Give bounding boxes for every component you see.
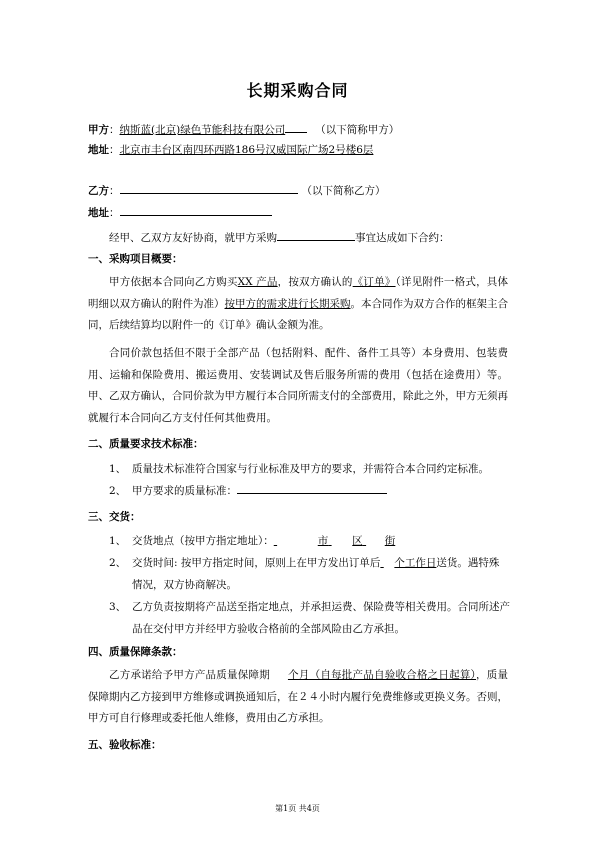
party-a-suffix: （以下简称甲方）: [315, 124, 400, 136]
section-3-item-1: 1、 交货地点（按甲方指定地址）： 市 区 街: [109, 535, 396, 547]
section-3-item-3: 3、 乙方负责按期将产品送至指定地点，并承担运费、保险费等相关费用。合同所述产: [109, 601, 510, 613]
section-1-heading: 一、采购项目概要：: [88, 253, 183, 265]
document-title: 长期采购合同: [246, 81, 349, 100]
party-a-address-label: 地址: [88, 144, 109, 156]
section-3-item-2-cont: 情况，双方协商解决。: [132, 579, 237, 591]
party-b-suffix: （以下简称乙方）: [301, 185, 386, 197]
intro-line: 经甲、乙双方友好协商，就甲方采购 事宜达成如下合约：: [109, 229, 450, 245]
party-a-name-blank: [285, 121, 307, 133]
party-b-address-line: 地址：: [88, 204, 272, 220]
intro-blank: [277, 229, 355, 241]
party-a-line: 甲方：纳斯蓝(北京)绿色节能科技有限公司 （以下简称甲方）: [88, 121, 399, 137]
party-a-name: 纳斯蓝(北京)绿色节能科技有限公司: [119, 124, 286, 136]
party-b-label: 乙方: [88, 185, 109, 197]
party-a-address: 北京市丰台区南四环西路186号汉威国际广场2号楼6层: [119, 144, 374, 156]
section-1-paragraph-1: 甲方依据本合同向乙方购买XX 产品，按双方确认的《订单》（详见附件一格式，具体明细以双方确认的附件为准）按甲方的需求进行长期采购。本合同作为双方合作的框架主合同，后续结算均以附件一的《订单》确认金额为准。: [88, 276, 509, 331]
section-5-heading: 五、验收标准：: [88, 739, 162, 751]
party-a-label: 甲方: [88, 124, 109, 136]
party-a-address-line: 地址：北京市丰台区南四环西路186号汉威国际广场2号楼6层: [88, 144, 374, 156]
section-3-item-2: 2、 交货时间: 按甲方指定时间，原则上在甲方发出订单后 个工作日送货。遇特殊: [109, 557, 500, 569]
section-3-item-3-cont: 品在交付甲方并经甲方验收合格前的全部风险由乙方承担。: [132, 623, 405, 635]
section-4-heading: 四、质量保障条款：: [88, 646, 183, 658]
section-3-heading: 三、交货：: [88, 511, 141, 523]
section-1-paragraph-2: 合同价款包括但不限于全部产品（包括附料、配件、备件工具等）本身费用、包装费用、运输和保险费用、搬运费用、安装调试及售后服务所需的费用（包括在途费用）等。甲、乙双方确认，合同价款为甲方履行本合同所需支付的全部费用，除此之外，甲方无须再就履行本合同向乙方支付任何其他费用。: [88, 347, 508, 424]
party-b-address-blank: [120, 204, 272, 216]
page-footer: 第1页 共4页: [275, 804, 320, 813]
section-2-heading: 二、质量要求技术标准：: [88, 438, 204, 450]
section-2-item-2: 2、 甲方要求的质量标准：: [109, 481, 387, 502]
quality-standard-blank: [237, 482, 387, 494]
party-b-address-label: 地址: [88, 207, 109, 219]
section-4-paragraph: 乙方承诺给予甲方产品质量保障期 个月（自每批产品自验收合格之日起算），质量保障期内乙方接到甲方维修或调换通知后，在２４小时内履行免费维修或更换义务。否则，甲方可自行修理或委托他人维修，费用由乙方承担。: [88, 669, 509, 724]
party-b-line: 乙方： （以下简称乙方）: [88, 182, 386, 198]
party-b-name-blank: [120, 182, 298, 194]
section-2-item-1: 1、 质量技术标准符合国家与行业标准及甲方的要求，并需符合本合同约定标准。: [109, 463, 489, 475]
